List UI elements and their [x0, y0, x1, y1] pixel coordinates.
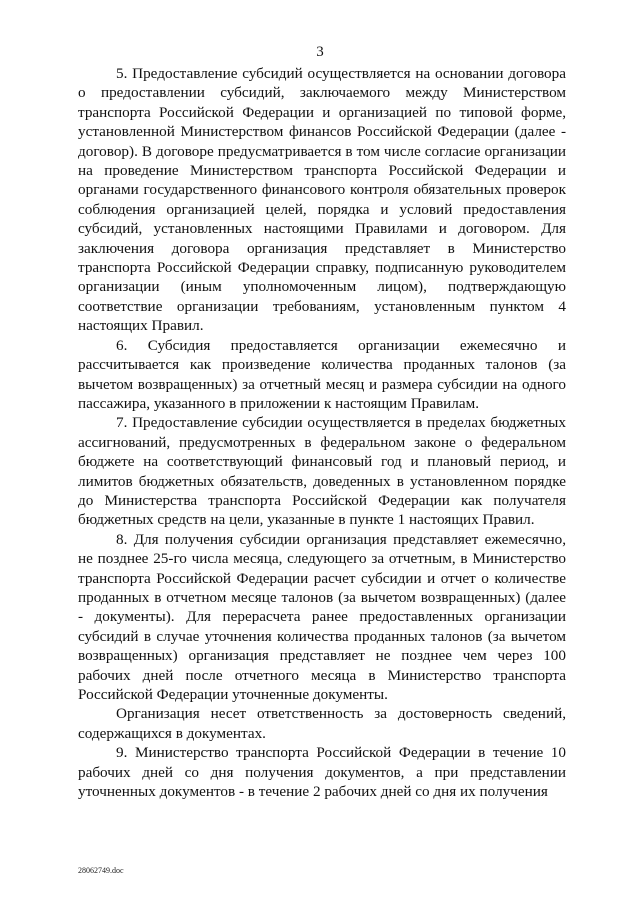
page-number: 3	[316, 44, 324, 60]
paragraph-5: 5. Предоставление субсидий осуществляется на основании договора о предоставлении субсидий, заключаемого между Министерством транспорта Российской Федерации и организацией по типовой форме, установленной Министерством финансов Российской Федерации (далее - договор). В договоре предусматривается в том числе согласие организации на проведение Министерством транспорта Российской Федерации и органами государственного финансового контроля обязательных проверок соблюдения организацией целей, порядка и условий предоставления субсидий, установленных настоящими Правилами и договором. Для заключения договора организация представляет в Министерство транспорта Российской Федерации справку, подписанную руководителем организации (иным уполномоченным лицом), подтверждающую соответствие организации требованиям, установленным пунктом 4 настоящих Правил.	[78, 65, 566, 335]
paragraph-7: 7. Предоставление субсидии осуществляется в пределах бюджетных ассигнований, предусмотренных в федеральном законе о федеральном бюджете на соответствующий финансовый год и плановый период, и лимитов бюджетных обязательств, доведенных в установленном порядке до Министерства транспорта Российской Федерации как получателя бюджетных средств на цели, указанные в пункте 1 настоящих Правил.	[78, 414, 566, 529]
paragraph-8: 8. Для получения субсидии организация представляет ежемесячно, не позднее 25-го числа месяца, следующего за отчетным, в Министерство транспорта Российской Федерации расчет субсидии и отчет о количестве проданных в отчетном месяце талонов (за вычетом возвращенных) (далее - документы). Для перерасчета ранее предоставленных организации субсидий в случае уточнения количества проданных талонов (за вычетом возвращенных) организация представляет не позднее чем через 100 рабочих дней после отчетного месяца в Министерство транспорта Российской Федерации уточненные документы.	[78, 530, 566, 703]
paragraph-9: 9. Министерство транспорта Российской Федерации в течение 10 рабочих дней со дня получения документов, а при представлении уточненных документов - в течение 2 рабочих дней со дня их получения	[78, 744, 566, 801]
paragraph-6: 6. Субсидия предоставляется организации ежемесячно и рассчитывается как произведение количества проданных талонов (за вычетом возвращенных) за отчетный месяц и размера субсидии на одного пассажира, указанного в приложении к настоящим Правилам.	[78, 336, 566, 412]
footer-file-name: 28062749.doc	[78, 866, 124, 875]
document-body	[78, 64, 566, 801]
paragraph-8-note: Организация несет ответственность за достоверность сведений, содержащихся в документах.	[78, 705, 566, 742]
